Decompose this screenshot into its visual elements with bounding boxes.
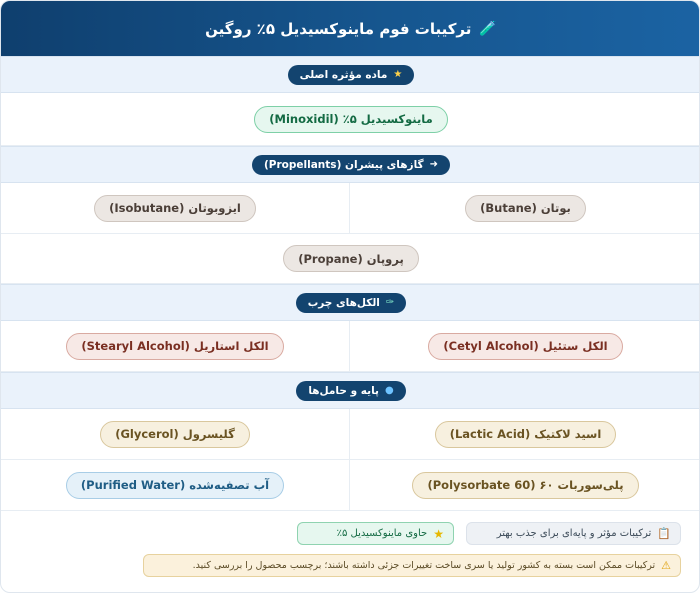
page-title: ترکیبات فوم ماینوکسیدیل ۵٪ روگین xyxy=(205,19,472,38)
warning-icon: ⚠ xyxy=(661,559,671,572)
legend-main-label: ترکیبات مؤثر و پایه‌ای برای جذب بهتر xyxy=(496,528,652,539)
droplet-icon: ● xyxy=(384,385,394,396)
table-row xyxy=(1,409,700,460)
ingredient-propane: پروپان (Propane) xyxy=(283,245,419,272)
section-fatty xyxy=(1,284,700,321)
legend-minoxidil xyxy=(297,522,454,545)
table-row xyxy=(1,234,700,284)
ingredient-isobutane: ایزوبوتان (Isobutane) xyxy=(94,195,256,222)
section-base-label: پایه و حامل‌ها xyxy=(308,384,379,397)
legend-minoxidil-label: حاوی ماینوکسیدیل ۵٪ xyxy=(336,528,428,539)
arrow-icon: ➜ xyxy=(429,159,439,170)
section-propellants-pill xyxy=(252,155,450,175)
ingredient-polysorbate: پلی‌سوربات ۶۰ (Polysorbate 60) xyxy=(412,472,638,499)
table-row xyxy=(1,93,700,146)
section-active xyxy=(1,56,700,93)
star-icon: ★ xyxy=(393,69,403,80)
test-tube-icon: 🧪 xyxy=(479,20,497,37)
section-base xyxy=(1,372,700,409)
table-row xyxy=(1,183,700,234)
ingredient-glycerol: گلیسرول (Glycerol) xyxy=(100,421,250,448)
section-active-label: ماده مؤثره اصلی xyxy=(299,68,388,81)
section-fatty-pill xyxy=(296,293,407,313)
page-header xyxy=(1,1,700,56)
table-row xyxy=(1,460,700,511)
legend xyxy=(1,518,700,548)
ingredient-minoxidil: ماینوکسیدیل ۵٪ (Minoxidil) xyxy=(254,106,448,133)
pipette-icon: ✑ xyxy=(385,297,395,308)
section-fatty-label: الکل‌های چرب xyxy=(307,296,380,309)
ingredient-stearyl: الکل استاریل (Stearyl Alcohol) xyxy=(66,333,283,360)
star-icon: ★ xyxy=(433,526,444,541)
ingredient-butane: بوتان (Butane) xyxy=(465,195,586,222)
table-row xyxy=(1,321,700,372)
ingredient-lactic-acid: اسید لاکتیک (Lactic Acid) xyxy=(435,421,617,448)
disclaimer-text: ترکیبات ممکن است بسته به کشور تولید یا سری ساخت تغییرات جزئی داشته باشند؛ برچسب محصول را بررسی کنید. xyxy=(192,560,656,571)
ingredient-water: آب تصفیه‌شده (Purified Water) xyxy=(66,472,284,499)
section-base-pill xyxy=(296,381,405,401)
legend-main xyxy=(466,522,681,545)
ingredient-cetyl: الکل ستئیل (Cetyl Alcohol) xyxy=(428,333,622,360)
section-propellants xyxy=(1,146,700,183)
section-propellants-label: گازهای پیشران (Propellants) xyxy=(263,158,424,171)
section-active-pill xyxy=(288,65,415,85)
clipboard-icon: 📋 xyxy=(657,527,671,540)
disclaimer-note xyxy=(143,554,681,577)
